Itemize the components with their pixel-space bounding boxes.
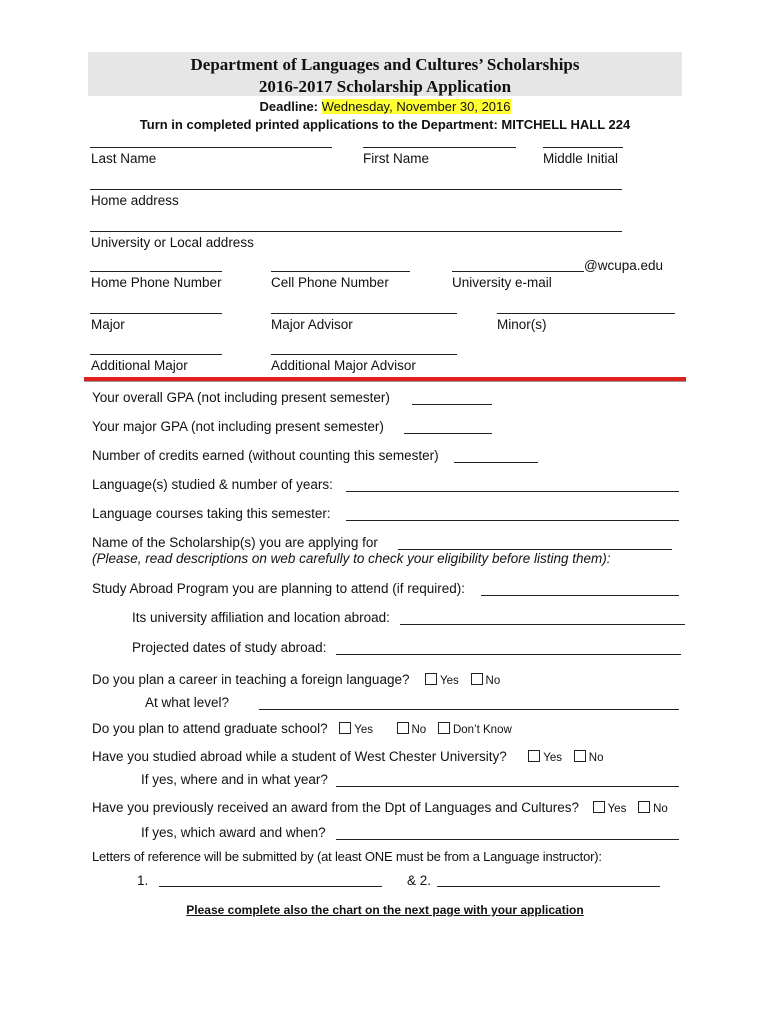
deadline-label: Deadline	[259, 99, 314, 114]
cell-phone-label: Cell Phone Number	[271, 275, 389, 290]
abroad-yes-label: Yes	[543, 752, 563, 764]
home-phone-field[interactable]	[90, 271, 222, 272]
first-name-label: First Name	[363, 151, 430, 166]
deadline-sep: :	[313, 99, 319, 114]
study-abroad-label: Study Abroad Program you are planning to attend (if required):	[92, 581, 465, 596]
career-no-checkbox[interactable]	[471, 673, 483, 685]
abroad-yes-checkbox[interactable]	[528, 750, 540, 762]
overall-gpa-field[interactable]	[412, 404, 492, 405]
footer-note: Please complete also the chart on the next page with your application	[186, 903, 584, 917]
university-email-label: University e-mail	[452, 275, 552, 290]
which-award-field[interactable]	[336, 839, 679, 840]
major-advisor-field[interactable]	[271, 313, 457, 314]
university-address-field[interactable]	[90, 231, 622, 232]
home-phone-label: Home Phone Number	[91, 275, 222, 290]
ref1-number: 1.	[137, 873, 149, 888]
major-gpa-field[interactable]	[404, 433, 492, 434]
what-level-label: At what level?	[145, 695, 230, 710]
award-no-checkbox[interactable]	[638, 801, 650, 813]
form-title: Department of Languages and Cultures’ Scholarships	[190, 55, 580, 74]
letters-label: Letters of reference will be submitted by (at least ONE must be from a Language instructor):	[92, 849, 602, 864]
middle-initial-label: Middle Initial	[543, 151, 619, 166]
what-level-field[interactable]	[259, 709, 679, 710]
grad-yes-checkbox[interactable]	[339, 722, 351, 734]
career-no-label: No	[485, 675, 501, 687]
grad-dont-know-label: Don’t Know	[452, 724, 512, 736]
prev-award-row	[92, 800, 676, 815]
award-yes-checkbox[interactable]	[593, 801, 605, 813]
university-email-field[interactable]	[452, 271, 584, 272]
projected-dates-label: Projected dates of study abroad:	[132, 640, 327, 655]
grad-school-text: Do you plan to attend graduate school?	[92, 721, 328, 736]
abroad-no-checkbox[interactable]	[574, 750, 586, 762]
major-field[interactable]	[90, 313, 222, 314]
scholarship-note: (Please, read descriptions on web carefully to check your eligibility before listing them):	[92, 551, 611, 566]
career-yes-label: Yes	[440, 675, 459, 687]
major-advisor-label: Major Advisor	[271, 317, 353, 332]
award-yes-label: Yes	[607, 803, 627, 815]
minor-label: Minor(s)	[497, 317, 547, 332]
last-name-field[interactable]	[90, 147, 332, 148]
ref2-number: & 2.	[407, 873, 432, 888]
grad-dont-know-checkbox[interactable]	[438, 722, 450, 734]
additional-major-advisor-field[interactable]	[271, 354, 457, 355]
courses-taking-field[interactable]	[346, 520, 679, 521]
studied-abroad-row	[92, 749, 611, 764]
career-teaching-label	[92, 672, 508, 687]
middle-initial-field[interactable]	[543, 147, 623, 148]
major-gpa-label: Your major GPA (not including present semester)	[92, 419, 384, 434]
last-name-label: Last Name	[91, 151, 157, 166]
grad-no-checkbox[interactable]	[397, 722, 409, 734]
affiliation-field[interactable]	[400, 624, 685, 625]
home-address-label: Home address	[91, 193, 179, 208]
scholarship-name-label: Name of the Scholarship(s) you are applying for	[92, 535, 378, 550]
ref1-field[interactable]	[159, 886, 382, 887]
career-yes-checkbox[interactable]	[425, 673, 437, 685]
first-name-field[interactable]	[363, 147, 516, 148]
studied-abroad-text: Have you studied abroad while a student of West Chester University?	[92, 749, 507, 764]
affiliation-label: Its university affiliation and location abroad:	[132, 610, 390, 625]
projected-dates-field[interactable]	[336, 654, 681, 655]
additional-major-label: Additional Major	[91, 358, 188, 373]
ref2-field[interactable]	[437, 886, 660, 887]
overall-gpa-label: Your overall GPA (not including present semester)	[92, 390, 390, 405]
home-address-field[interactable]	[90, 189, 622, 190]
career-teaching-text: Do you plan a career in teaching a foreign language?	[92, 672, 410, 687]
where-year-label: If yes, where and in what year?	[141, 772, 328, 787]
prev-award-text: Have you previously received an award from the Dpt of Languages and Cultures?	[92, 800, 580, 815]
award-no-label: No	[653, 803, 668, 815]
minor-field[interactable]	[497, 313, 675, 314]
languages-studied-field[interactable]	[346, 491, 679, 492]
where-year-field[interactable]	[336, 786, 679, 787]
form-subtitle: 2016-2017 Scholarship Application	[258, 77, 512, 96]
credits-field[interactable]	[454, 462, 538, 463]
which-award-label: If yes, which award and when?	[141, 825, 326, 840]
study-abroad-field[interactable]	[481, 595, 679, 596]
additional-major-field[interactable]	[90, 354, 222, 355]
cell-phone-field[interactable]	[271, 271, 410, 272]
grad-yes-label: Yes	[354, 724, 373, 736]
deadline-value: Wednesday, November 30, 2016	[321, 99, 511, 114]
email-domain: @wcupa.edu	[584, 258, 664, 273]
scholarship-name-field[interactable]	[398, 549, 672, 550]
deadline-line	[88, 99, 682, 114]
section-divider-shadow	[84, 381, 686, 382]
turn-in-instruction: Turn in completed printed applications to the Department: MITCHELL HALL 224	[139, 117, 631, 132]
abroad-no-label: No	[588, 752, 604, 764]
courses-taking-label: Language courses taking this semester:	[92, 506, 331, 521]
university-address-label: University or Local address	[91, 235, 254, 250]
grad-school-row	[92, 721, 520, 736]
grad-no-label: No	[411, 724, 427, 736]
major-label: Major	[91, 317, 125, 332]
languages-studied-label: Language(s) studied & number of years:	[92, 477, 333, 492]
credits-label: Number of credits earned (without counting this semester)	[92, 448, 439, 463]
additional-major-advisor-label: Additional Major Advisor	[271, 358, 416, 373]
